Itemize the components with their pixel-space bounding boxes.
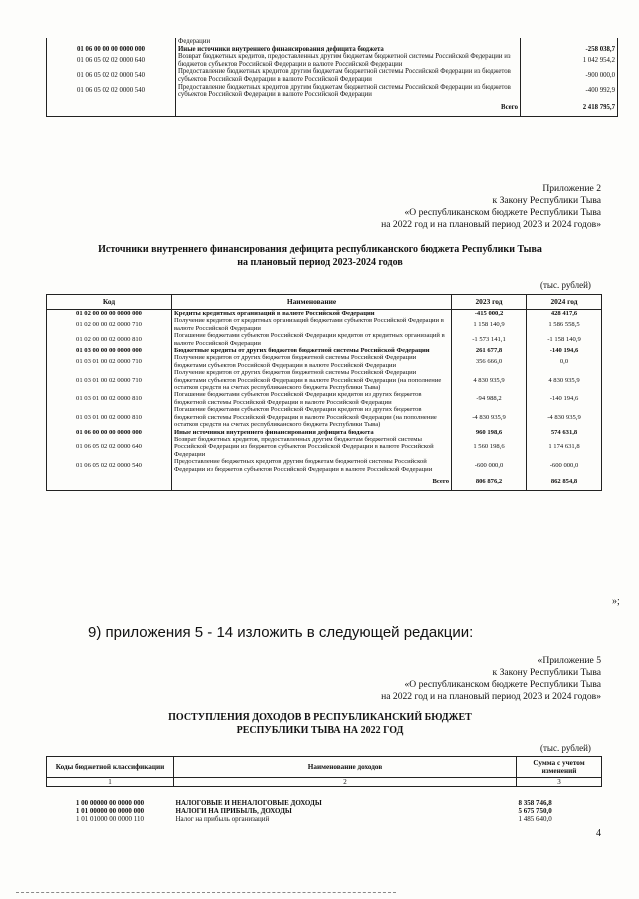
title-line: РЕСПУБЛИКИ ТЫВА НА 2022 ГОД xyxy=(236,724,404,736)
column-index: 2 xyxy=(174,778,517,787)
row-code xyxy=(47,38,176,46)
table-row xyxy=(47,391,602,406)
row-name: Кредиты кредитных организаций в валюте Российской Федерации xyxy=(172,310,452,318)
row-code: 01 06 00 00 00 0000 000 xyxy=(47,46,176,54)
row-code: 01 03 01 00 02 0000 810 xyxy=(47,391,172,406)
row-name: Налог на прибыль организаций xyxy=(175,815,270,823)
table-row xyxy=(47,84,618,99)
row-sum: -900 000,0 xyxy=(521,68,618,83)
row-sum: 8 358 746,8 xyxy=(518,799,552,807)
appendix-line: на 2022 год и на плановый период 2023 и 2024 годов» xyxy=(381,691,601,702)
row-sum: -258 038,7 xyxy=(521,46,618,54)
row-name: Бюджетные кредиты от других бюджетов бюджетной системы Российской Федерации xyxy=(172,347,452,354)
row-name: Иные источники внутреннего финансирования дефицита бюджета xyxy=(172,429,452,436)
row-sum: 2 418 795,7 xyxy=(521,99,618,117)
row-value-2024: 0,0 xyxy=(527,354,602,369)
row-value-2024: -4 830 935,9 xyxy=(527,406,602,428)
row-name: Погашение бюджетами субъектов Российской Федерации кредитов из других бюджетов бюджетной системы Российской Федерации в валюте Российской Федерации (на пополнение остатков средств на счетах республиканского бюджета Республики Тыва) xyxy=(172,406,452,428)
appendix-line: на 2022 год и на плановый период 2023 и 2024 годов» xyxy=(381,219,601,230)
row-value-2024: 428 417,6 xyxy=(527,310,602,318)
row-code: 01 02 00 00 02 0000 710 xyxy=(47,317,172,332)
row-value-2023: 806 876,2 xyxy=(452,473,527,491)
row-value-2023: 4 830 935,9 xyxy=(452,369,527,391)
row-name: Погашение бюджетами субъектов Российской Федерации кредитов из других бюджетов бюджетной системы Российской Федерации в валюте Российской Федерации xyxy=(172,391,452,406)
table-row xyxy=(47,429,602,436)
table-row xyxy=(47,369,602,391)
table-row xyxy=(47,807,602,815)
row-name: Предоставление бюджетных кредитов другим бюджетам бюджетной системы Российской Федерации из бюджетов субъектов Российской Федерации в валюте Российской Федерации xyxy=(176,84,521,99)
header-sum: Сумма с учетом изменений xyxy=(517,757,602,778)
unit-label: (тыс. рублей) xyxy=(540,280,591,290)
header-revenue-name: Наименование доходов xyxy=(174,757,517,778)
row-value-2023: -4 830 935,9 xyxy=(452,406,527,428)
row-name: Получение кредитов от других бюджетов бюджетной системы Российской Федерации бюджетами субъектов Российской Федерации в валюте Российской Федерации xyxy=(172,354,452,369)
title-line: на плановый период 2023-2024 годов xyxy=(237,256,403,268)
row-name: Иные источники внутреннего финансирования дефицита бюджета xyxy=(176,46,521,54)
appendix-line: «О республиканском бюджете Республики Тыва xyxy=(404,207,601,218)
row-code: 01 02 00 00 02 0000 810 xyxy=(47,332,172,347)
quote-close: »; xyxy=(612,596,620,607)
row-code: 01 03 01 00 02 0000 710 xyxy=(47,369,172,391)
row-name: Всего xyxy=(172,473,452,491)
title-line: Источники внутреннего финансирования дефицита республиканского бюджета Республики Тыва xyxy=(98,244,542,255)
row-code: 01 02 00 00 00 0000 000 xyxy=(47,310,172,318)
row-code: 01 03 01 00 02 0000 710 xyxy=(47,354,172,369)
table-row xyxy=(47,310,602,318)
row-value-2023: 356 666,0 xyxy=(452,354,527,369)
table-row xyxy=(47,436,602,458)
appendix-line: «О республиканском бюджете Республики Тыва xyxy=(404,679,601,690)
row-value-2024: 574 631,8 xyxy=(527,429,602,436)
row-value-2023: -94 988,2 xyxy=(452,391,527,406)
sources-title xyxy=(40,244,600,269)
table-row xyxy=(47,406,602,428)
row-value-2024: 862 854,8 xyxy=(527,473,602,491)
appendix-line: «Приложение 5 xyxy=(537,655,601,666)
table-row xyxy=(47,332,602,347)
row-name: Предоставление бюджетных кредитов другим бюджетам бюджетной системы Российской Федерации из бюджетов субъектов Российской Федерации в валюте Российской Федерации xyxy=(176,68,521,83)
row-value-2023: -600 000,0 xyxy=(452,458,527,473)
row-code: 01 06 05 02 02 0000 540 xyxy=(47,458,172,473)
header-codes: Коды бюджетной классификации xyxy=(47,757,174,778)
row-code: 1 01 01000 00 0000 110 xyxy=(76,815,144,823)
column-index: 1 xyxy=(47,778,174,787)
table-row xyxy=(47,815,602,823)
row-code: 01 06 05 02 02 0000 640 xyxy=(47,436,172,458)
row-value-2023: 1 560 198,6 xyxy=(452,436,527,458)
bottom-dashed-line xyxy=(16,892,396,893)
row-code: 01 06 00 00 00 0000 000 xyxy=(47,429,172,436)
appendix-5-header xyxy=(381,655,601,703)
row-name: НАЛОГИ НА ПРИБЫЛЬ, ДОХОДЫ xyxy=(175,807,292,815)
table-row xyxy=(47,354,602,369)
table-row xyxy=(47,347,602,354)
row-code: 01 06 05 02 02 0000 540 xyxy=(47,68,176,83)
table-row xyxy=(47,473,602,491)
table-row xyxy=(47,68,618,83)
row-name: Получение кредитов от кредитных организаций бюджетами субъектов Российской Федерации в валюте Российской Федерации xyxy=(172,317,452,332)
row-value-2023: 960 198,6 xyxy=(452,429,527,436)
sources-table-continued xyxy=(46,38,618,117)
row-name: Всего xyxy=(176,99,521,117)
row-name: Получение кредитов от других бюджетов бюджетной системы Российской Федерации бюджетами субъектов Российской Федерации в валюте Российской Федерации (на пополнение остатков средств на счетах республиканского бюджета Республики Тыва) xyxy=(172,369,452,391)
row-sum: 1 042 954,2 xyxy=(521,53,618,68)
appendix-2-header xyxy=(381,183,601,231)
row-value-2023: -1 573 141,1 xyxy=(452,332,527,347)
row-name: НАЛОГОВЫЕ И НЕНАЛОГОВЫЕ ДОХОДЫ xyxy=(175,799,322,807)
column-index: 3 xyxy=(517,778,602,787)
appendix-line: к Закону Республики Тыва xyxy=(492,667,601,678)
revenues-title xyxy=(40,712,600,737)
table-row xyxy=(47,38,618,46)
row-code: 01 03 00 00 00 0000 000 xyxy=(47,347,172,354)
row-value-2024: -140 194,6 xyxy=(527,347,602,354)
row-value-2023: -415 000,2 xyxy=(452,310,527,318)
row-name: Федерации xyxy=(176,38,521,46)
row-value-2023: 261 677,8 xyxy=(452,347,527,354)
appendix-line: Приложение 2 xyxy=(542,183,601,194)
row-name: Погашение бюджетами субъектов Российской Федерации кредитов от кредитных организаций в валюте Российской Федерации xyxy=(172,332,452,347)
row-value-2024: -600 000,0 xyxy=(527,458,602,473)
revenues-table xyxy=(46,756,602,823)
row-value-2024: 1 174 631,8 xyxy=(527,436,602,458)
row-sum: 5 675 750,0 xyxy=(518,807,552,815)
row-code: 1 01 00000 00 0000 000 xyxy=(75,807,145,815)
table-row xyxy=(47,799,602,807)
header-name: Наименование xyxy=(172,295,452,310)
row-code: 1 00 00000 00 0000 000 xyxy=(75,799,145,807)
header-2024: 2024 год xyxy=(527,295,602,310)
row-name: Возврат бюджетных кредитов, предоставленных другим бюджетам бюджетной системы Российской Федерации из бюджетов субъектов Российской Федерации в валюте Российской Федерации xyxy=(172,436,452,458)
row-value-2024: 1 586 558,5 xyxy=(527,317,602,332)
row-value-2024: -1 158 140,9 xyxy=(527,332,602,347)
row-sum xyxy=(521,38,618,46)
row-code: 01 06 05 02 02 0000 540 xyxy=(47,84,176,99)
title-line: ПОСТУПЛЕНИЯ ДОХОДОВ В РЕСПУБЛИКАНСКИЙ БЮДЖЕТ xyxy=(168,712,472,723)
row-name: Предоставление бюджетных кредитов другим бюджетам бюджетной системы Российской Федерации из бюджетов субъектов Российской Федерации в валюте Российской Федерации xyxy=(172,458,452,473)
item-9-text: 9) приложения 5 - 14 изложить в следующей редакции: xyxy=(88,624,474,641)
table-row xyxy=(47,46,618,54)
table-row xyxy=(47,99,618,117)
unit-label-2: (тыс. рублей) xyxy=(540,743,591,753)
row-code: 01 03 01 00 02 0000 810 xyxy=(47,406,172,428)
row-value-2023: 1 158 140,9 xyxy=(452,317,527,332)
row-value-2024: 4 830 935,9 xyxy=(527,369,602,391)
sources-2023-2024-table xyxy=(46,294,602,491)
row-sum: 1 485 640,0 xyxy=(518,815,552,823)
table-row xyxy=(47,317,602,332)
appendix-line: к Закону Республики Тыва xyxy=(492,195,601,206)
page-number: 4 xyxy=(596,828,601,839)
row-value-2024: -140 194,6 xyxy=(527,391,602,406)
row-name: Возврат бюджетных кредитов, предоставленных другим бюджетам бюджетной системы Российской Федерации из бюджетов субъектов Российской Федерации в валюте Российской Федерации xyxy=(176,53,521,68)
header-2023: 2023 год xyxy=(452,295,527,310)
table-row xyxy=(47,458,602,473)
row-sum: -400 992,9 xyxy=(521,84,618,99)
row-code xyxy=(47,99,176,117)
row-code xyxy=(47,473,172,491)
row-code: 01 06 05 02 02 0000 640 xyxy=(47,53,176,68)
header-code: Код xyxy=(47,295,172,310)
table-row xyxy=(47,53,618,68)
